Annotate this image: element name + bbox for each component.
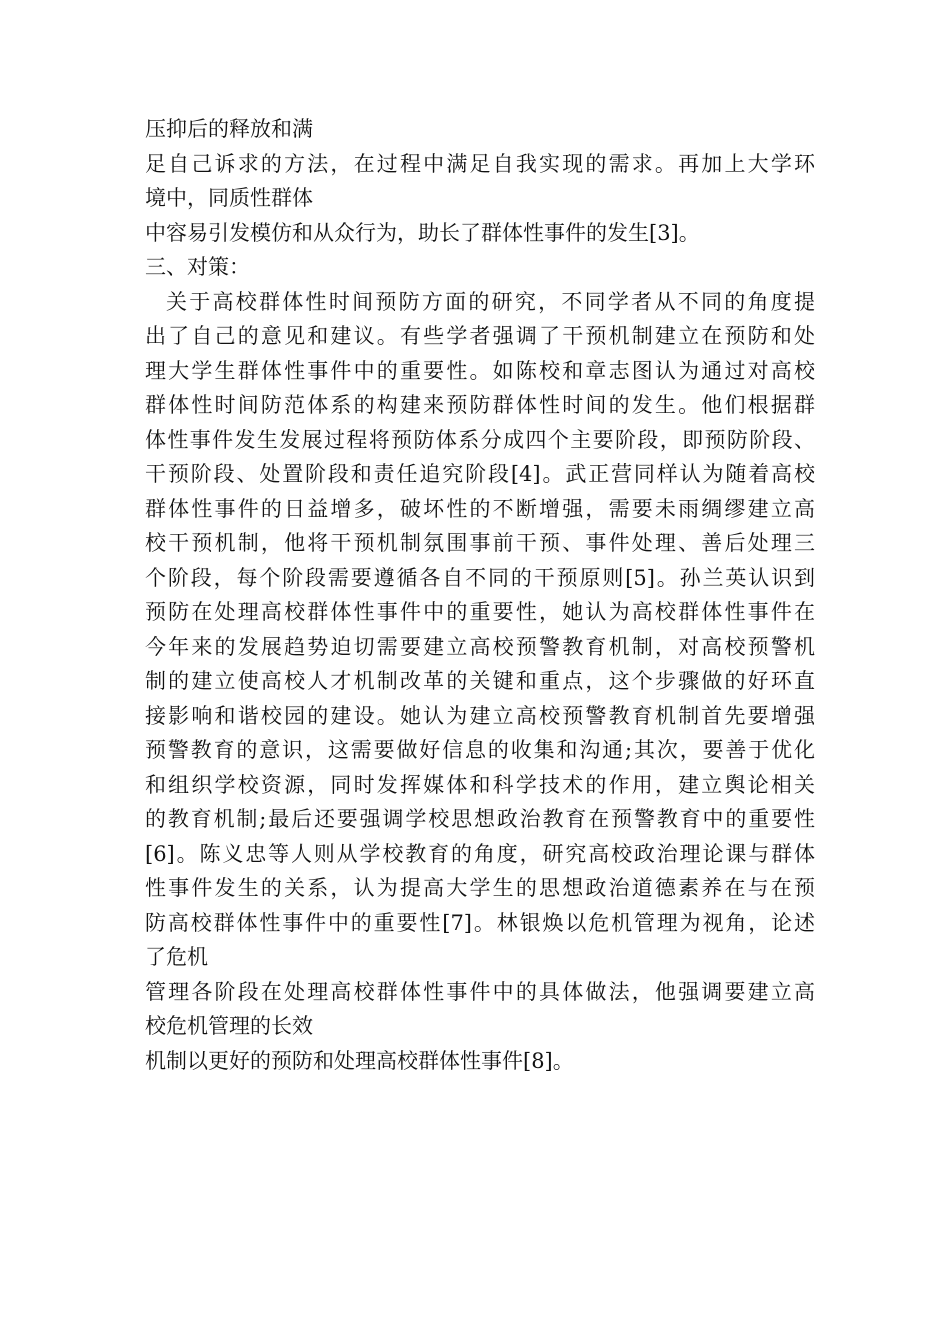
text-line: 个阶段，每个阶段需要遵循各自不同的干预原则[5]。孙兰英认识到	[145, 565, 815, 590]
text-line: 境中，同质性群体	[145, 186, 313, 210]
text-line: 出了自己的意见和建议。有些学者强调了干预机制建立在预防和处	[145, 324, 815, 348]
text-line: 机制以更好的预防和处理高校群体性事件[8]。	[145, 1048, 574, 1073]
section-heading: 三、对策：	[145, 255, 250, 279]
text-line: 群体性事件的日益增多，破坏性的不断增强，需要未雨绸缪建立高	[145, 496, 815, 521]
text-line: 和组织学校资源，同时发挥媒体和科学技术的作用，建立舆论相关	[145, 772, 815, 797]
text-line: 预防在处理高校群体性事件中的重要性，她认为高校群体性事件在	[145, 600, 815, 624]
text-line: 管理各阶段在处理高校群体性事件中的具体做法，他强调要建立高	[145, 979, 815, 1004]
text-line: 今年来的发展趋势迫切需要建立高校预警教育机制，对高校预警机	[145, 634, 815, 659]
text-line: 性事件发生的关系，认为提高大学生的思想政治道德素养在与在预	[145, 876, 815, 900]
text-line: 接影响和谐校园的建设。她认为建立高校预警教育机制首先要增强	[145, 703, 815, 728]
text-line: 干预阶段、处置阶段和责任追究阶段[4]。武正营同样认为随着高校	[145, 462, 815, 486]
text-line: 校干预机制，他将干预机制氛围事前干预、事件处理、善后处理三	[145, 531, 815, 555]
text-line: 足自己诉求的方法，在过程中满足自我实现的需求。再加上大学环	[145, 151, 815, 176]
text-line: 制的建立使高校人才机制改革的关键和重点，这个步骤做的好环直	[145, 669, 815, 693]
text-line: 中容易引发模仿和从众行为，助长了群体性事件的发生[3]。	[145, 220, 700, 245]
paragraph-first-line: 关于高校群体性时间预防方面的研究，不同学者从不同的角度提	[166, 289, 815, 314]
text-line: 了危机	[145, 945, 208, 969]
text-line: 群体性时间防范体系的构建来预防群体性时间的发生。他们根据群	[145, 393, 815, 417]
text-line: 压抑后的释放和满	[145, 117, 313, 141]
text-line: 的教育机制;最后还要强调学校思想政治教育在预警教育中的重要性	[145, 807, 815, 831]
text-line: [6]。陈义忠等人则从学校教育的角度，研究高校政治理论课与群体	[145, 841, 815, 866]
document-body	[145, 112, 815, 1078]
text-line: 校危机管理的长效	[145, 1014, 313, 1038]
text-line: 理大学生群体性事件中的重要性。如陈校和章志图认为通过对高校	[145, 358, 815, 383]
text-line: 防高校群体性事件中的重要性[7]。林银焕以危机管理为视角，论述	[145, 910, 815, 935]
text-line: 预警教育的意识，这需要做好信息的收集和沟通;其次，要善于优化	[145, 738, 815, 762]
text-line: 体性事件发生发展过程将预防体系分成四个主要阶段，即预防阶段、	[145, 427, 815, 452]
